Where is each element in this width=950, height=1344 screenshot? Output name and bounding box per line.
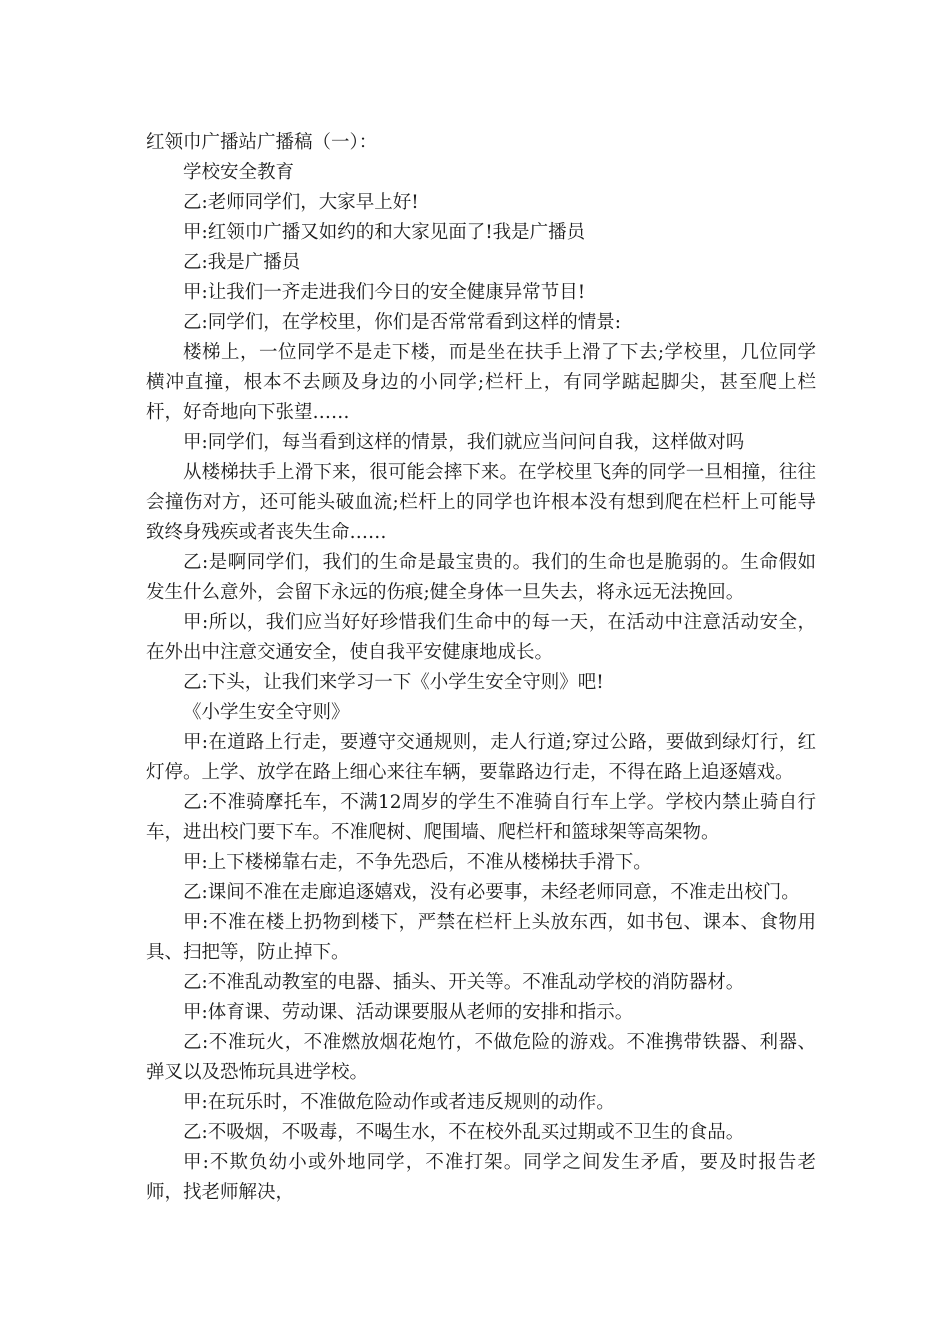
document-body — [146, 128, 816, 1208]
paragraph: 乙:是啊同学们，我们的生命是最宝贵的。我们的生命也是脆弱的。生命假如发生什么意外，会留下永远的伤痕;健全身体一旦失去，将永远无法挽回。 — [146, 552, 816, 603]
document-title: 红领巾广播站广播稿（一）： — [146, 132, 378, 153]
paragraph: 乙:不准乱动教室的电器、插头、开关等。不准乱动学校的消防器材。 — [183, 972, 745, 993]
paragraph: 甲:红领巾广播又如约的和大家见面了!我是广播员 — [183, 222, 586, 243]
paragraph: 甲:在道路上行走，要遵守交通规则，走人行道;穿过公路，要做到绿灯行，红灯停。上学、放学在路上细心来往车辆，要靠路边行走，不得在路上追逐嬉戏。 — [146, 732, 816, 783]
paragraph: 乙:不准骑摩托车，不满12周岁的学生不准骑自行车上学。学校内禁止骑自行车，进出校门要下车。不准爬树、爬围墙、爬栏杆和篮球架等高架物。 — [146, 792, 816, 843]
paragraph: 乙:下头，让我们来学习一下《小学生安全守则》吧! — [183, 672, 604, 693]
paragraph: 甲:所以，我们应当好好珍惜我们生命中的每一天，在活动中注意活动安全，在外出中注意交通安全，使自我平安健康地成长。 — [146, 612, 816, 663]
paragraph: 甲:同学们，每当看到这样的情景，我们就应当问问自我，这样做对吗 — [183, 432, 745, 453]
paragraph: 乙:不吸烟，不吸毒，不喝生水，不在校外乱买过期或不卫生的食品。 — [183, 1122, 745, 1143]
paragraph: 甲:不欺负幼小或外地同学，不准打架。同学之间发生矛盾，要及时报告老师，找老师解决， — [146, 1152, 816, 1203]
paragraph: 甲:体育课、劳动课、活动课要服从老师的安排和指示。 — [183, 1002, 634, 1023]
paragraph: 甲:不准在楼上扔物到楼下，严禁在栏杆上头放东西，如书包、课本、食物用具、扫把等，防止掉下。 — [146, 912, 816, 963]
paragraph: 甲:让我们一齐走进我们今日的安全健康异常节目! — [183, 282, 586, 303]
section-heading: 学校安全教育 — [183, 162, 295, 183]
paragraph: 甲:在玩乐时，不准做危险动作或者违反规则的动作。 — [183, 1092, 615, 1113]
paragraph: 甲:上下楼梯靠右走，不争先恐后，不准从楼梯扶手滑下。 — [183, 852, 652, 873]
paragraph: 从楼梯扶手上滑下来，很可能会摔下来。在学校里飞奔的同学一旦相撞，往往会撞伤对方，还可能头破血流;栏杆上的同学也许根本没有想到爬在栏杆上可能导致终身残疾或者丧失生命…… — [146, 462, 816, 543]
paragraph: 乙:课间不准在走廊追逐嬉戏，没有必要事，未经老师同意，不准走出校门。 — [183, 882, 800, 903]
section-heading: 《小学生安全守则》 — [183, 702, 350, 723]
paragraph: 乙:老师同学们，大家早上好! — [183, 192, 419, 213]
paragraph: 乙:同学们，在学校里，你们是否常常看到这样的情景: — [183, 312, 621, 333]
paragraph: 乙:我是广播员 — [183, 252, 301, 273]
paragraph: 乙:不准玩火，不准燃放烟花炮竹，不做危险的游戏。不准携带铁器、利器、弹叉以及恐怖玩具进学校。 — [146, 1032, 816, 1083]
paragraph: 楼梯上，一位同学不是走下楼，而是坐在扶手上滑了下去;学校里，几位同学横冲直撞，根本不去顾及身边的小同学;栏杆上，有同学踮起脚尖，甚至爬上栏杆，好奇地向下张望…… — [146, 342, 816, 423]
